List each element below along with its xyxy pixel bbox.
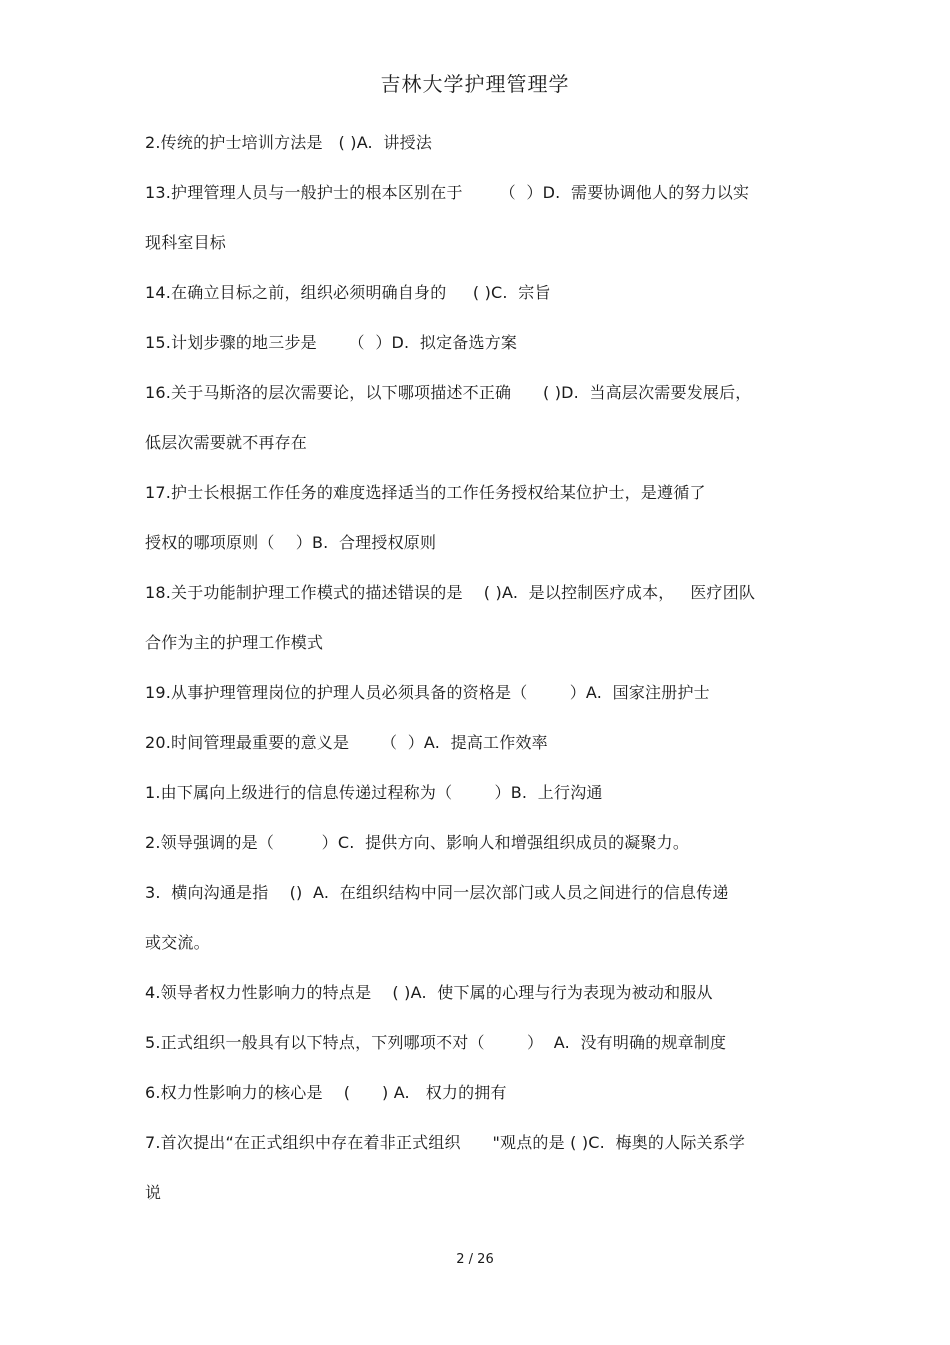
text-line: 授权的哪项原则（ ）B. 合理授权原则 bbox=[145, 533, 437, 552]
text-line: 15.计划步骤的地三步是 （ ）D. 拟定备选方案 bbox=[145, 333, 518, 352]
text-line: 6.权力性影响力的核心是 ( ) A. 权力的拥有 bbox=[145, 1083, 507, 1102]
text-line: 14.在确立目标之前，组织必须明确自身的 ( )C. 宗旨 bbox=[145, 283, 551, 302]
text-line: 13.护理管理人员与一般护士的根本区别在于 （ ）D. 需要协调他人的努力以实 bbox=[145, 183, 750, 202]
text-line: 17.护士长根据工作任务的难度选择适当的工作任务授权给某位护士，是遵循了 bbox=[145, 483, 706, 502]
text-line: 合作为主的护理工作模式 bbox=[145, 633, 324, 652]
question-list bbox=[145, 128, 825, 1228]
text-line: 现科室目标 bbox=[145, 233, 227, 252]
text-line: 3. 横向沟通是指 () A. 在组织结构中同一层次部门或人员之间进行的信息传递 bbox=[145, 883, 729, 902]
text-line: 低层次需要就不再存在 bbox=[145, 433, 308, 452]
text-line: 或交流。 bbox=[145, 933, 210, 952]
text-line: 19.从事护理管理岗位的护理人员必须具备的资格是（ ）A. 国家注册护士 bbox=[145, 683, 710, 702]
text-line: 1.由下属向上级进行的信息传递过程称为（ ）B. 上行沟通 bbox=[145, 783, 603, 802]
text-line: 20.时间管理最重要的意义是 （ ）A. 提高工作效率 bbox=[145, 733, 548, 752]
text-line: 7.首次提出“在正式组织中存在着非正式组织 "观点的是 ( )C. 梅奥的人际关系学 bbox=[145, 1133, 746, 1152]
text-line: 2.领导强调的是（ ）C. 提供方向、影响人和增强组织成员的凝聚力。 bbox=[145, 833, 690, 852]
text-line: 说 bbox=[145, 1183, 162, 1202]
text-line: 5.正式组织一般具有以下特点，下列哪项不对（ ） A. 没有明确的规章制度 bbox=[145, 1033, 727, 1052]
page-title: 吉林大学护理管理学 bbox=[380, 72, 570, 96]
text-line: 16.关于马斯洛的层次需要论，以下哪项描述不正确 ( )D. 当高层次需要发展后， bbox=[145, 383, 752, 402]
text-line: 4.领导者权力性影响力的特点是 ( )A. 使下属的心理与行为表现为被动和服从 bbox=[145, 983, 713, 1002]
page-number: 2 / 26 bbox=[456, 1252, 494, 1267]
text-line: 2.传统的护士培训方法是 ( )A. 讲授法 bbox=[145, 133, 433, 152]
text-line: 18.关于功能制护理工作模式的描述错误的是 ( )A. 是以控制医疗成本， 医疗团队 bbox=[145, 583, 756, 602]
